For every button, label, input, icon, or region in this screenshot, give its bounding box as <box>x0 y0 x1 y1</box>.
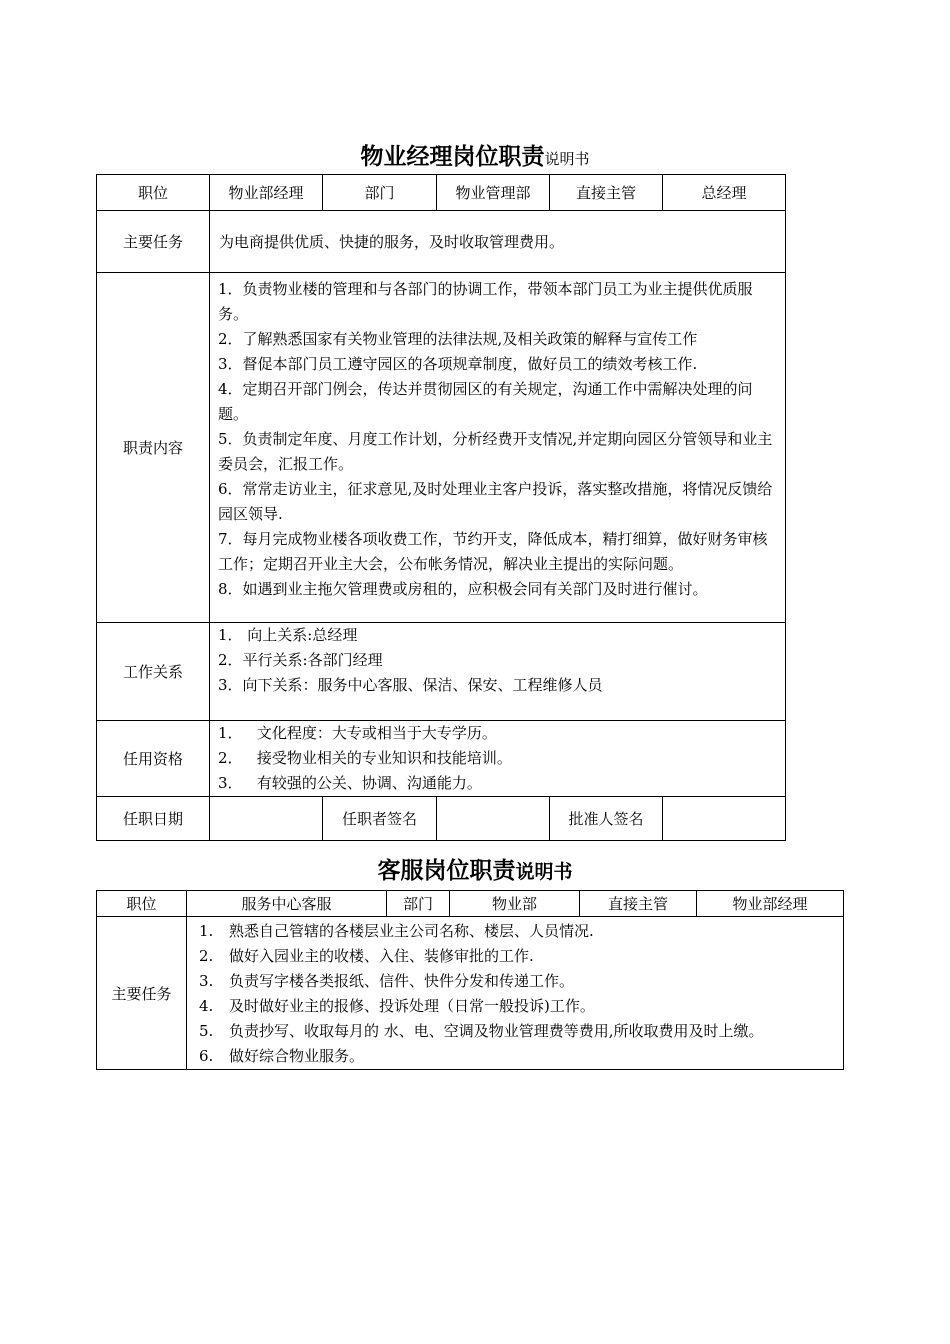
task-item <box>199 969 835 994</box>
duty-item: 5．负责制定年度、月度工作计划，分析经费开支情况,并定期向园区分管领导和业主委员会，汇报工作。 <box>218 430 773 473</box>
dept-label: 部门 <box>323 175 437 211</box>
position-label: 职位 <box>97 891 187 917</box>
doc1-title <box>0 134 950 172</box>
task-text: 负责抄写、收取每月的 水、电、空调及物业管理费等费用,所收取费用及时上缴。 <box>229 1022 764 1040</box>
task-number: 6. <box>199 1047 214 1065</box>
doc2-header-row <box>97 891 844 917</box>
task-number: 4. <box>199 997 214 1015</box>
qual-item: 3． 有较强的公关、协调、沟通能力。 <box>218 774 482 792</box>
position-label: 职位 <box>97 175 210 211</box>
signer-field <box>437 797 550 841</box>
duties-list <box>210 273 786 623</box>
task-number: 5. <box>199 1022 214 1040</box>
duty-item: 7．每月完成物业楼各项收费工作，节约开支，降低成本，精打细算，做好财务审核工作；定期召开业主大会，公布帐务情况，解决业主提出的实际问题。 <box>218 530 768 573</box>
qual-list <box>210 721 786 797</box>
doc2-title <box>0 852 950 885</box>
doc1-footer-row <box>97 797 786 841</box>
signer-label: 任职者签名 <box>323 797 437 841</box>
duty-item: 2．了解熟悉国家有关物业管理的法律法规,及相关政策的解释与宣传工作 <box>218 330 698 348</box>
task-item <box>199 994 835 1019</box>
doc1-relations-row <box>97 623 786 721</box>
dept-value: 物业部 <box>450 891 580 917</box>
relation-item: 1． 向上关系:总经理 <box>218 626 358 644</box>
doc1-table <box>96 174 786 841</box>
doc2-title-main: 客服岗位职责 <box>377 857 516 884</box>
doc1-header-row <box>97 175 786 211</box>
doc2-table <box>96 890 844 1070</box>
approver-label: 批准人签名 <box>550 797 663 841</box>
task-number: 2. <box>199 947 214 965</box>
task-item <box>199 1044 835 1069</box>
supervisor-label: 直接主管 <box>580 891 697 917</box>
duty-item: 8．如遇到业主拖欠管理费或房租的，应积极会同有关部门及时进行催讨。 <box>218 580 708 598</box>
dept-label: 部门 <box>387 891 450 917</box>
duty-item: 6．常常走访业主，征求意见,及时处理业主客户投诉，落实整改措施，将情况反馈给园区领导. <box>218 480 773 523</box>
task-text: 做好入园业主的收楼、入住、装修审批的工作. <box>229 947 534 965</box>
dept-value: 物业管理部 <box>437 175 550 211</box>
supervisor-label: 直接主管 <box>550 175 663 211</box>
supervisor-value: 物业部经理 <box>697 891 844 917</box>
main-task-label: 主要任务 <box>97 211 210 273</box>
relations-list <box>210 623 786 721</box>
duty-item: 1．负责物业楼的管理和与各部门的协调工作，带领本部门员工为业主提供优质服务。 <box>218 280 753 323</box>
main-task-text: 为电商提供优质、快捷的服务，及时收取管理费用。 <box>210 211 786 273</box>
task-item <box>199 944 835 969</box>
main-task-label: 主要任务 <box>97 917 187 1070</box>
task-item <box>199 1019 835 1044</box>
qual-label: 任用资格 <box>97 721 210 797</box>
task-item <box>199 919 835 944</box>
task-number: 1. <box>199 922 214 940</box>
position-value: 物业部经理 <box>210 175 323 211</box>
doc1-duties-row <box>97 273 786 623</box>
duties-label: 职责内容 <box>97 273 210 623</box>
date-label: 任职日期 <box>97 797 210 841</box>
doc2-main-task-row <box>97 917 844 1070</box>
position-value: 服务中心客服 <box>187 891 387 917</box>
duty-item: 4．定期召开部门例会，传达并贯彻园区的有关规定，沟通工作中需解决处理的问题。 <box>218 380 753 423</box>
task-text: 负责写字楼各类报纸、信件、快件分发和传递工作。 <box>229 972 575 990</box>
task-text: 及时做好业主的报修、投诉处理（日常一般投诉)工作。 <box>229 997 595 1015</box>
qual-item: 2． 接受物业相关的专业知识和技能培训。 <box>218 749 512 767</box>
relations-label: 工作关系 <box>97 623 210 721</box>
qual-item: 1． 文化程度：大专或相当于大专学历。 <box>218 724 497 742</box>
task-text: 做好综合物业服务。 <box>229 1047 365 1065</box>
doc1-title-main: 物业经理岗位职责 <box>360 143 545 170</box>
relation-item: 2．平行关系:各部门经理 <box>218 651 383 669</box>
approver-field <box>663 797 786 841</box>
doc1-main-task-row <box>97 211 786 273</box>
task-number: 3. <box>199 972 214 990</box>
duty-item: 3．督促本部门员工遵守园区的各项规章制度，做好员工的绩效考核工作. <box>218 355 698 373</box>
doc1-title-suffix: 说明书 <box>544 150 590 168</box>
date-field <box>210 797 323 841</box>
supervisor-value: 总经理 <box>663 175 786 211</box>
relation-item: 3．向下关系：服务中心客服、保洁、保安、工程维修人员 <box>218 676 603 694</box>
doc1-qual-row <box>97 721 786 797</box>
task-list <box>187 917 844 1070</box>
task-text: 熟悉自己管辖的各楼层业主公司名称、楼层、人员情况. <box>229 922 594 940</box>
doc2-title-suffix: 说明书 <box>515 861 573 883</box>
